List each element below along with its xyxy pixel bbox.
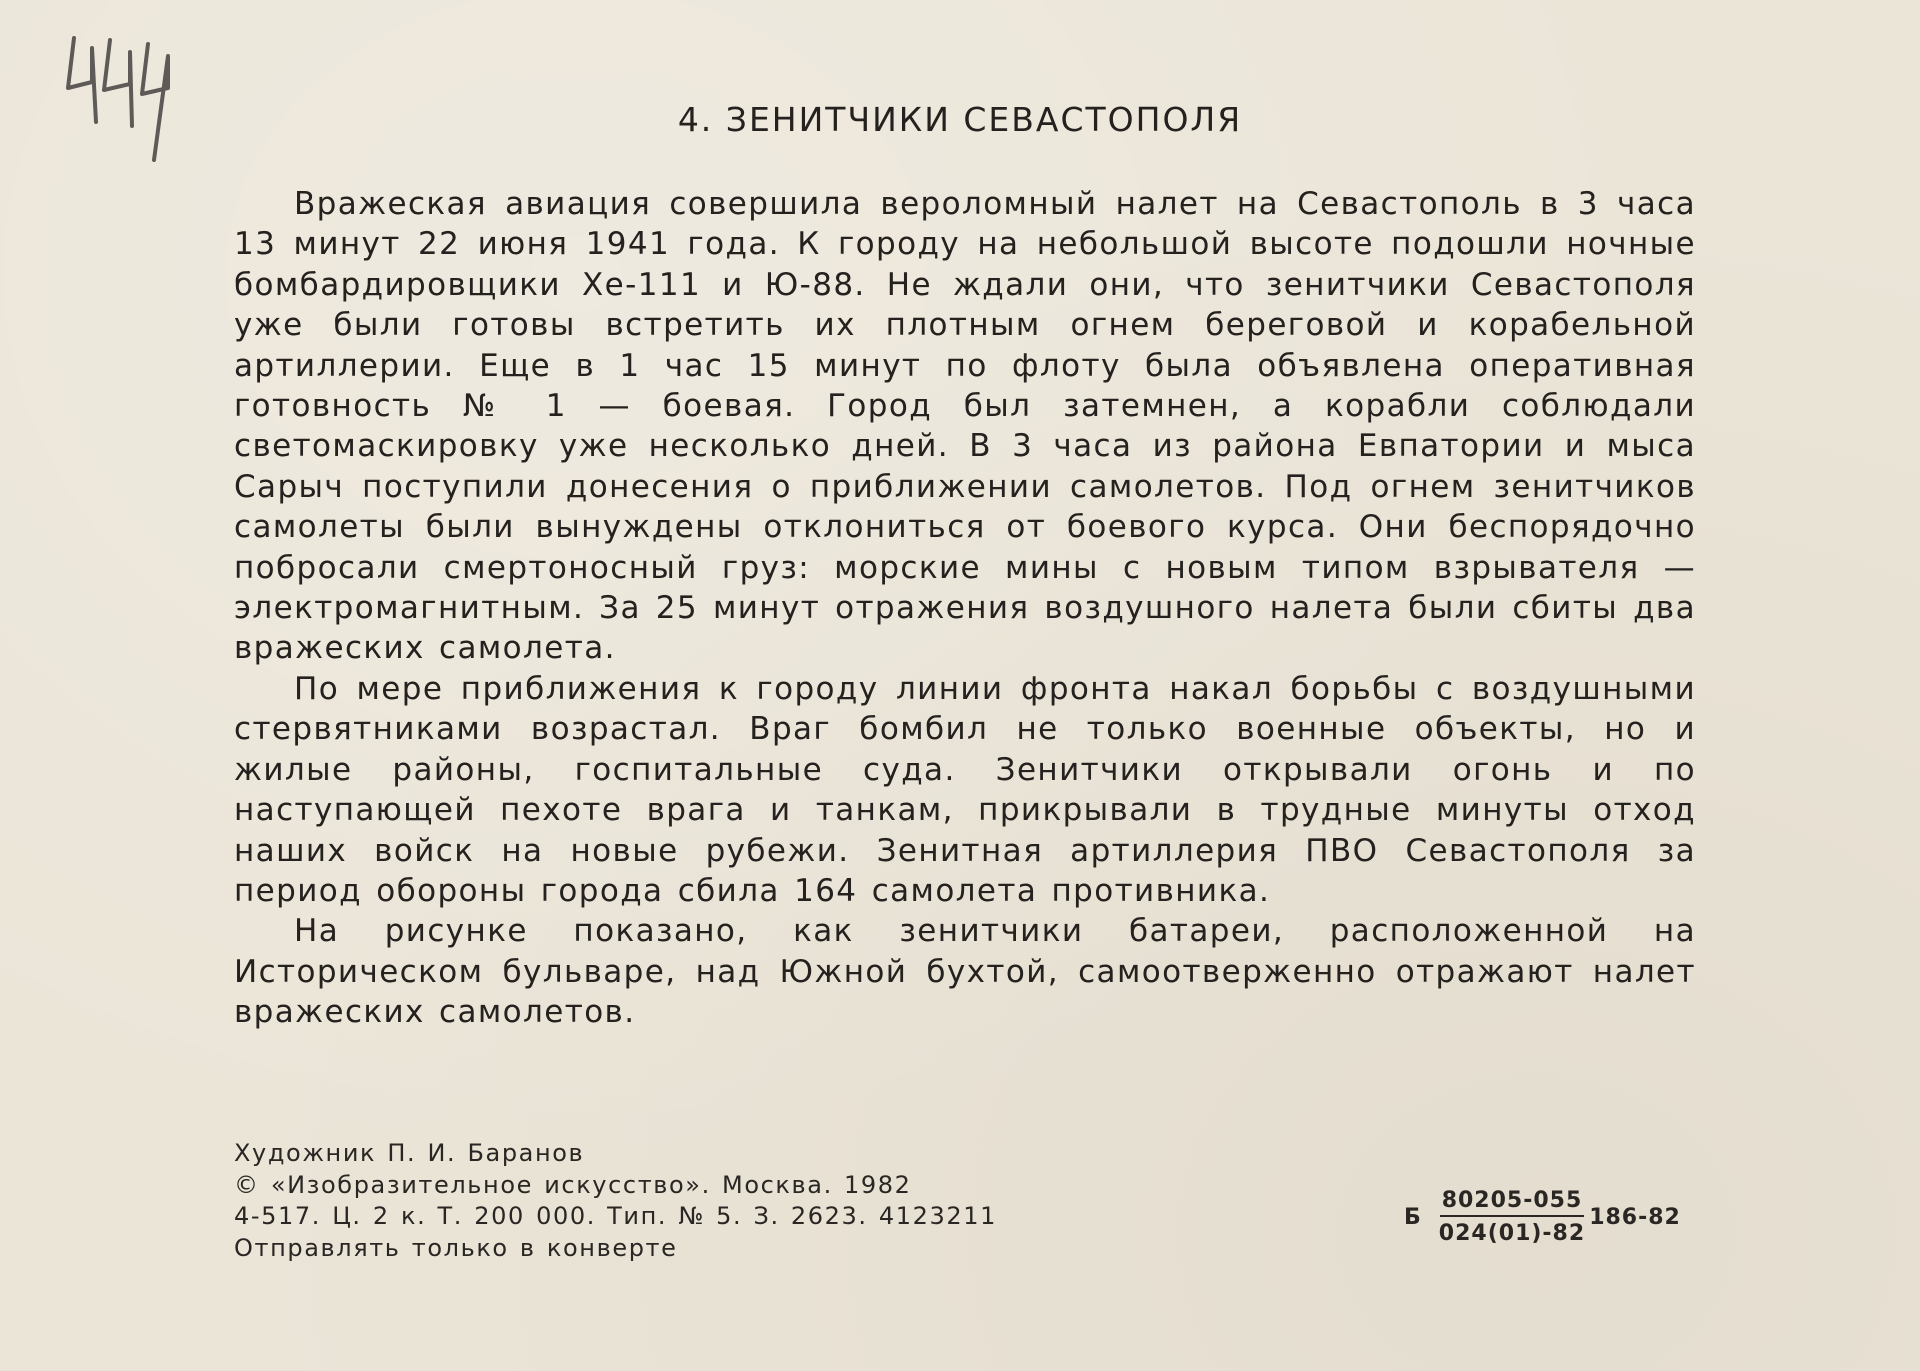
index-denominator: 024(01)-82 [1438, 1221, 1586, 1246]
artist-credit: Художник П. И. Баранов [234, 1139, 585, 1167]
catalog-index-code [1404, 1188, 1681, 1246]
article-paragraph-1: Вражеская авиация совершила вероломный налет на Севастополь в 3 часа 13 минут 22 июня 1941 года. К городу на небольшой высоте подошли ночные бомбардировщики Хе-111 и Ю-88. Не ждали они, что зенитчики Севастополя уже были готовы встретить их плотным огнем береговой и корабельной артиллерии. Еще в 1 час 15 минут по флоту была объявлена оперативная готовность № 1 — боевая. Город был затемнен, а корабли соблюдали светомаскировку уже несколько дней. В 3 часа из района Евпатории и мыса Сарыч поступили донесения о приближении самолетов. Под огнем зенитчиков самолеты были вынуждены отклониться от боевого курса. Они беспорядочно побросали смертоносный груз: морские мины с новым типом взрывателя — электромагнитным. За 25 минут отражения воздушного налета были сбиты два вражеских самолета. [234, 186, 1696, 667]
page-title: 4. ЗЕНИТЧИКИ СЕВАСТОПОЛЯ [677, 100, 1243, 139]
index-numerator: 80205-055 [1440, 1188, 1585, 1217]
index-fraction [1439, 1188, 1585, 1246]
mailing-note: Отправлять только в конверте [234, 1233, 678, 1262]
article-paragraph-2: По мере приближения к городу линии фронта накал борьбы с воздушными стервятниками возрастал. Враг бомбил не только военные объекты, но и жилые районы, госпитальные суда. Зенитчики открывали огонь и по наступающей пехоте врага и танкам, прикрывали в трудные минуты отход наших войск на новые рубежи. Зенитная артиллерия ПВО Севастополя за период обороны города сбила 164 самолета противника. [234, 670, 1696, 909]
publication-credits [234, 1138, 997, 1264]
copyright-line: © «Изобразительное искусство». Москва. 1982 [234, 1170, 912, 1199]
index-suffix: 186-82 [1589, 1204, 1681, 1230]
article-body [234, 184, 1696, 1033]
print-info: 4-517. Ц. 2 к. Т. 200 000. Тип. № 5. З. 2623. 4123211 [234, 1202, 997, 1230]
article-paragraph-3: На рисунке показано, как зенитчики батареи, расположенной на Историческом бульваре, над Южной бухтой, самоотверженно отражают налет вражеских самолетов. [234, 913, 1696, 1031]
index-letter: Б [1404, 1204, 1421, 1230]
